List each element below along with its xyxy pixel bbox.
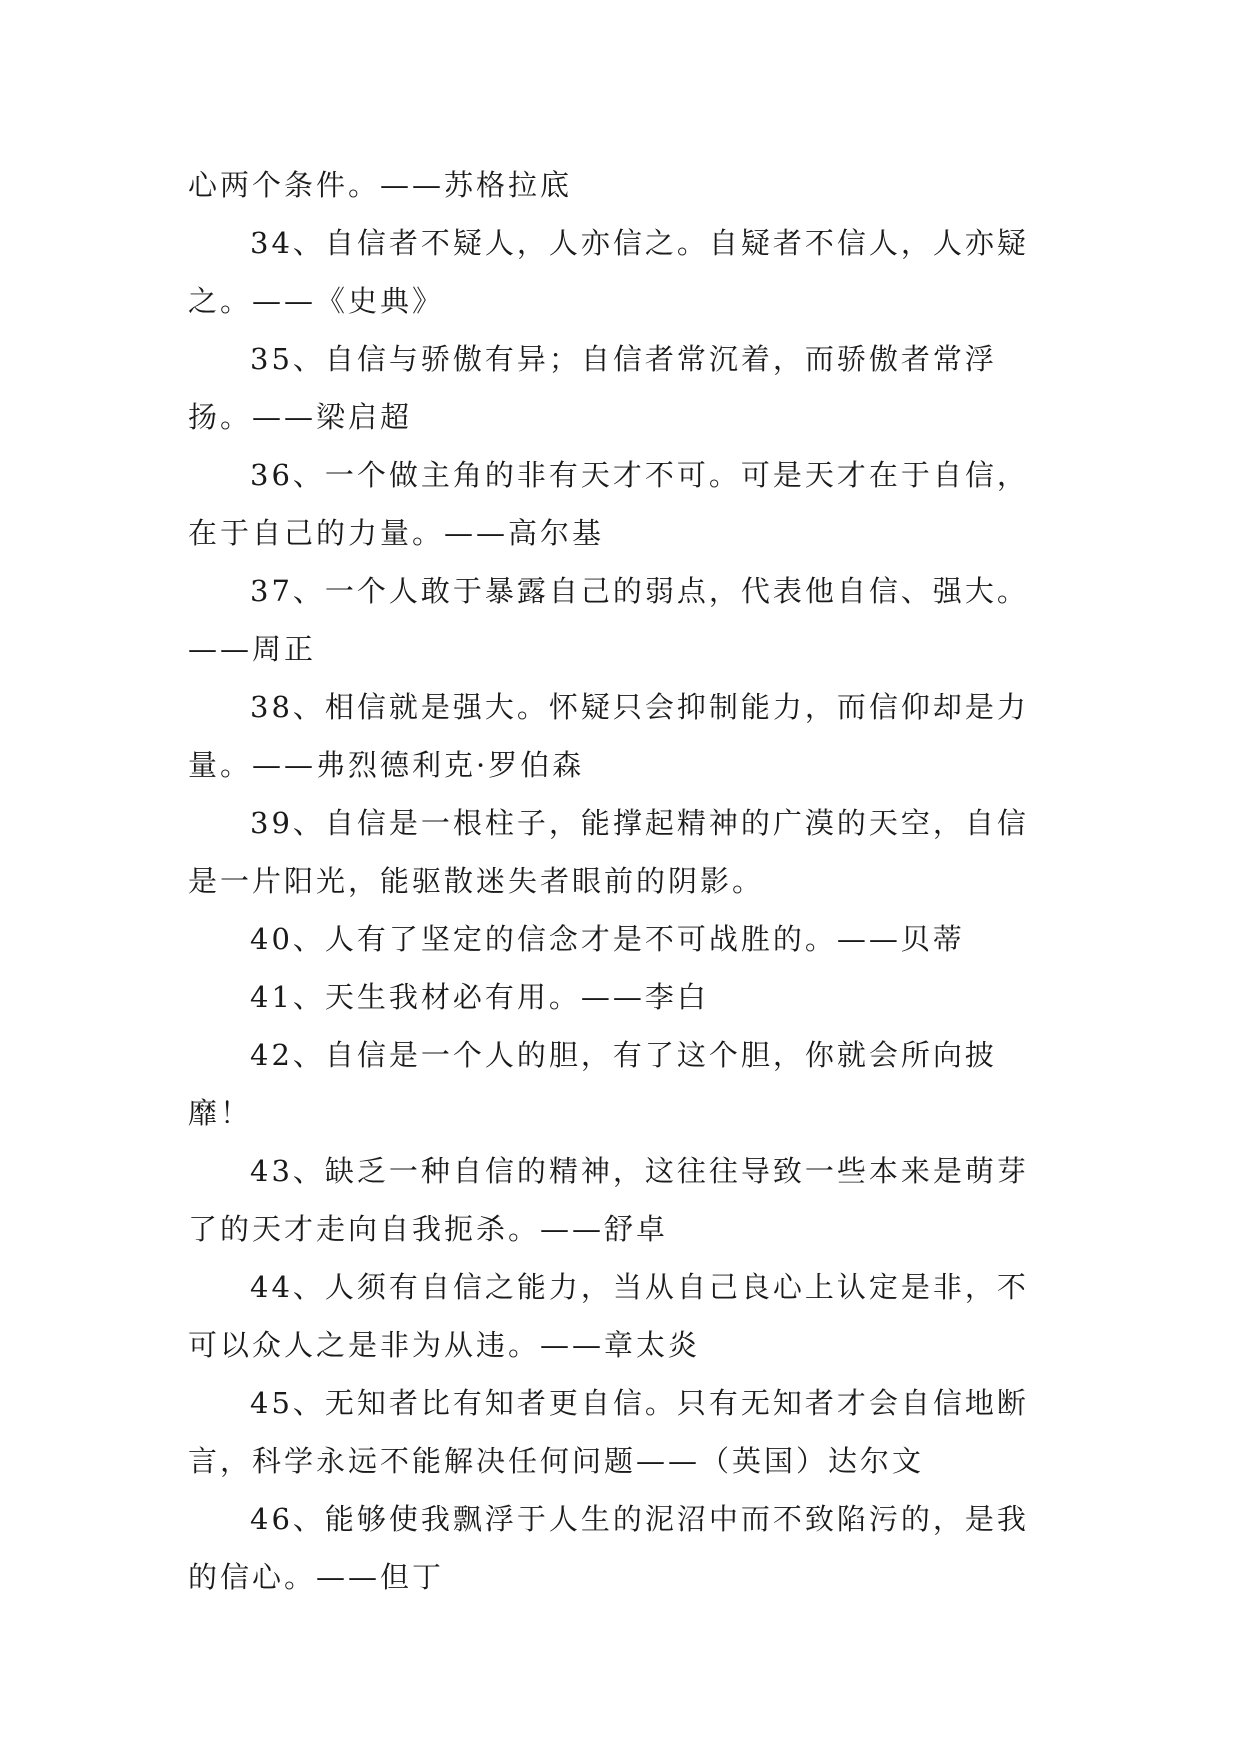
quote-paragraph: 43、缺乏一种自信的精神，这往往导致一些本来是萌芽了的天才走向自我扼杀。——舒卓 xyxy=(188,1154,1029,1246)
quote-paragraph: 40、人有了坚定的信念才是不可战胜的。——贝蒂 xyxy=(250,922,965,956)
quote-paragraph: 34、自信者不疑人，人亦信之。自疑者不信人，人亦疑之。——《史典》 xyxy=(188,226,1029,318)
quote-paragraph: 42、自信是一个人的胆，有了这个胆，你就会所向披靡！ xyxy=(188,1038,997,1130)
quote-paragraph: 39、自信是一根柱子，能撑起精神的广漠的天空，自信是一片阳光，能驱散迷失者眼前的阴影。 xyxy=(188,806,1029,898)
quote-paragraph: 44、人须有自信之能力，当从自己良心上认定是非，不可以众人之是非为从违。——章太炎 xyxy=(188,1270,1029,1362)
quote-paragraph: 46、能够使我飘浮于人生的泥沼中而不致陷污的，是我的信心。——但丁 xyxy=(188,1502,1029,1594)
quote-paragraph: 36、一个做主角的非有天才不可。可是天才在于自信，在于自己的力量。——高尔基 xyxy=(188,458,1029,550)
document-body xyxy=(188,156,1058,1606)
quote-paragraph: 45、无知者比有知者更自信。只有无知者才会自信地断言，科学永远不能解决任何问题——（英国）达尔文 xyxy=(188,1386,1029,1478)
quote-paragraph: 心两个条件。——苏格拉底 xyxy=(188,168,573,202)
quote-paragraph: 37、一个人敢于暴露自己的弱点，代表他自信、强大。——周正 xyxy=(188,574,1029,666)
quote-paragraph: 38、相信就是强大。怀疑只会抑制能力，而信仰却是力量。——弗烈德利克·罗伯森 xyxy=(188,690,1029,782)
quote-paragraph: 35、自信与骄傲有异；自信者常沉着，而骄傲者常浮扬。——梁启超 xyxy=(188,342,997,434)
quote-paragraph: 41、天生我材必有用。——李白 xyxy=(250,980,709,1014)
